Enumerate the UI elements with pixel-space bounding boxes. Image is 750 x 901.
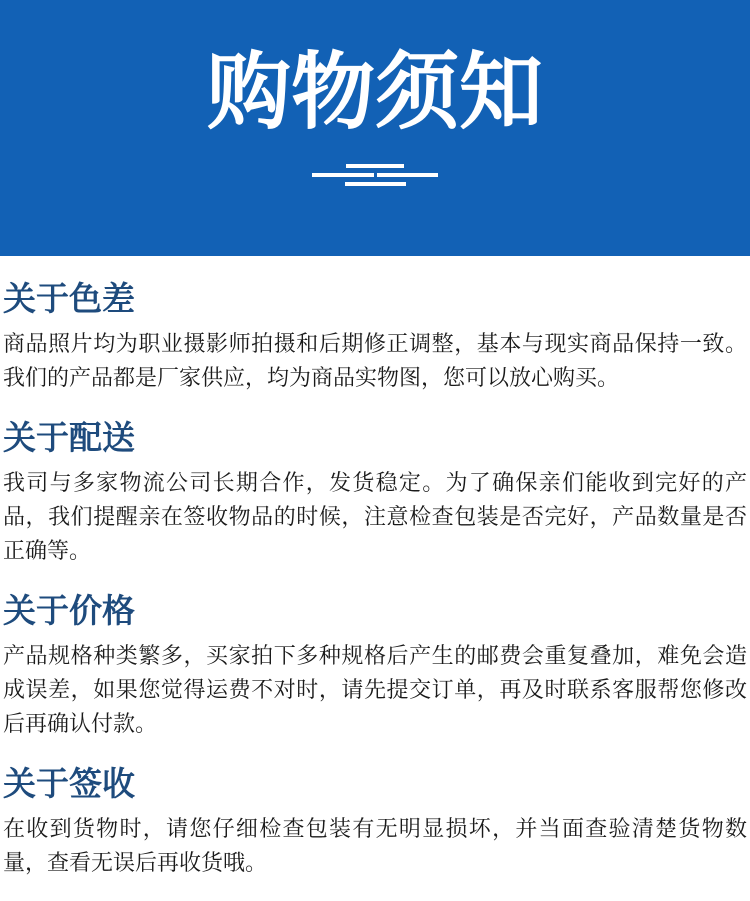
divider-line-icon: [377, 173, 438, 177]
section-delivery: [3, 421, 747, 568]
section-body: 产品规格种类繁多，买家拍下多种规格后产生的邮费会重复叠加，难免会造成误差，如果您觉得运费不对时，请先提交订单，再及时联系客服帮您修改后再确认付款。: [3, 643, 747, 736]
section-heading: 关于色差: [3, 280, 135, 317]
divider-line-icon: [345, 182, 406, 186]
page-title: 购物须知: [206, 45, 543, 139]
section-heading: 关于配送: [3, 419, 135, 456]
divider-row-bottom: [0, 182, 750, 186]
section-heading: 关于价格: [3, 592, 135, 629]
notice-content: [0, 282, 750, 880]
title-divider-decoration: [0, 164, 750, 186]
section-body: 商品照片均为职业摄影师拍摄和后期修正调整，基本与现实商品保持一致。我们的产品都是厂家供应，均为商品实物图，您可以放心购买。: [3, 331, 747, 390]
header-banner: [0, 0, 750, 256]
section-heading: 关于签收: [3, 765, 135, 802]
divider-row-middle: [0, 173, 750, 177]
section-body: 在收到货物时，请您仔细检查包装有无明显损坏，并当面查验清楚货物数量，查看无误后再收货哦。: [3, 816, 747, 875]
section-color-difference: [3, 282, 747, 395]
section-sign-receipt: [3, 767, 747, 880]
section-body: 我司与多家物流公司长期合作，发货稳定。为了确保亲们能收到完好的产品，我们提醒亲在签收物品的时候，注意检查包装是否完好，产品数量是否正确等。: [3, 470, 747, 563]
divider-row-top: [0, 164, 750, 168]
section-price: [3, 594, 747, 741]
divider-line-icon: [346, 164, 404, 168]
divider-line-icon: [312, 173, 374, 177]
